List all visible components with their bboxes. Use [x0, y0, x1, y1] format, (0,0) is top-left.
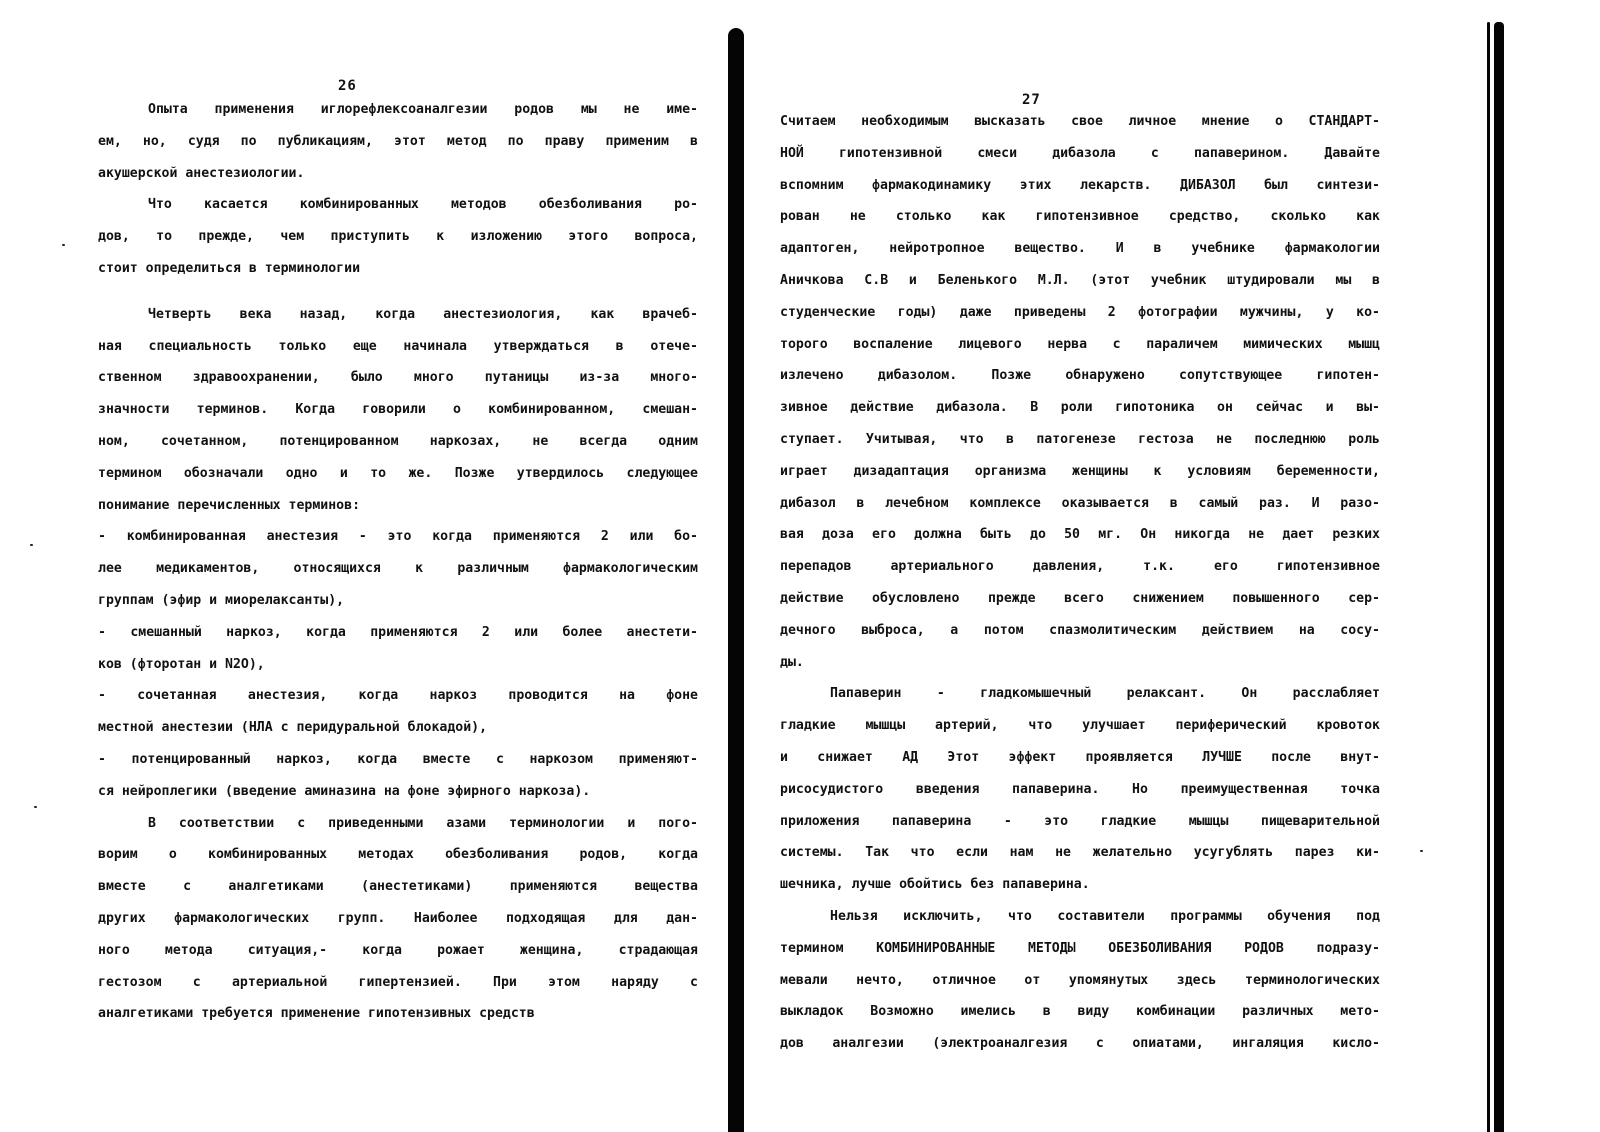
text-line: системы. Так что если нам не желательно усугублять парез ки- [780, 845, 1380, 861]
text-line: Что касается комбинированных методов обезболивания ро- [148, 197, 698, 213]
text-line: ся нейроплегики (введение аминазина на фоне эфирного наркоза). [98, 783, 591, 799]
text-line: Папаверин - гладкомышечный релаксант. Он расслабляет [830, 686, 1380, 702]
text-line: студенческие годы) даже приведены 2 фотографии мужчины, у ко- [780, 304, 1380, 320]
text-line: стоит определиться в терминологии [98, 260, 361, 276]
text-line: ем, но, судя по публикациям, этот метод по праву применим в [98, 133, 698, 149]
text-line: значности терминов. Когда говорили о комбинированном, смешан- [98, 402, 698, 418]
text-line: выкладок Возможно имелись в виду комбинации различных мето- [780, 1004, 1380, 1020]
text-line: Четверть века назад, когда анестезиология, как врачеб- [148, 306, 698, 322]
page-edge-shadow [1487, 22, 1490, 1132]
text-line: местной анестезии (НЛА с перидуральной блокадой), [98, 720, 488, 736]
text-line: термином обозначали одно и то же. Позже утвердилось следующее [98, 465, 698, 481]
text-line: гладкие мышцы артерий, что улучшает периферический кровоток [780, 718, 1380, 734]
right-page-text [780, 106, 1380, 1060]
text-line: дечного выброса, а потом спазмолитическим действием на сосу- [780, 622, 1380, 638]
scan-speck [30, 544, 33, 546]
scan-speck [34, 806, 37, 808]
text-line: ственном здравоохранении, было много путаницы из-за много- [98, 370, 698, 386]
scan-speck [1420, 850, 1423, 852]
text-line: мевали нечто, отличное от упомянутых здесь терминологических [780, 972, 1380, 988]
scan-speck [62, 244, 65, 246]
text-line: вая доза его должна быть до 50 мг. Он никогда не дает резких [780, 527, 1380, 543]
left-page-text [98, 94, 698, 1030]
text-line: торого воспаление лицевого нерва с параличем мимических мышц [780, 336, 1380, 352]
text-line: дов аналгезии (электроаналгезия с опиатами, ингаляция кисло- [780, 1036, 1380, 1052]
text-line: понимание перечисленных терминов: [98, 497, 361, 513]
text-line: акушерской анестезиологии. [98, 165, 305, 181]
text-line: шечника, лучше обойтись без папаверина. [780, 877, 1090, 893]
text-line: группам (эфир и миорелаксанты), [98, 592, 345, 608]
text-line: перепадов артериального давления, т.к. его гипотензивное [780, 559, 1380, 575]
text-line: ном, сочетанном, потенцированном наркозах, не всегда одним [98, 433, 698, 449]
right-page [780, 0, 1380, 1132]
text-line: Аничкова С.В и Беленького М.Л. (этот учебник штудировали мы в [780, 272, 1380, 288]
book-spine [728, 28, 744, 1132]
text-line: термином КОМБИНИРОВАННЫЕ МЕТОДЫ ОБЕЗБОЛИВАНИЯ РОДОВ подразу- [780, 940, 1380, 956]
text-line: приложения папаверина - это гладкие мышцы пищеварительной [780, 813, 1380, 829]
text-line: ворим о комбинированных методах обезболивания родов, когда [98, 847, 698, 863]
text-line: - комбинированная анестезия - это когда применяются 2 или бо- [98, 529, 698, 545]
text-line: Опыта применения иглорефлексоаналгезии родов мы не име- [148, 102, 698, 117]
text-line: излечено дибазолом. Позже обнаружено сопутствующее гипотен- [780, 368, 1380, 384]
text-line: дибазол в лечебном комплексе оказывается в самый раз. И разо- [780, 495, 1380, 511]
text-line: ного метода ситуация,- когда рожает женщина, страдающая [98, 942, 698, 958]
text-line: лее медикаментов, относящихся к различным фармакологическим [98, 561, 698, 577]
text-line: рисосудистого введения папаверина. Но преимущественная точка [780, 781, 1380, 797]
text-line: Считаем необходимым высказать свое личное мнение о СТАНДАРТ- [780, 114, 1380, 129]
text-line: вспомним фармакодинамику этих лекарств. ДИБАЗОЛ был синтези- [780, 177, 1380, 193]
text-line: - сочетанная анестезия, когда наркоз проводится на фоне [98, 688, 698, 704]
page-edge [1494, 22, 1504, 1132]
paragraph-gap [98, 285, 698, 299]
text-line: рован не столько как гипотензивное средство, сколько как [780, 209, 1380, 225]
text-line: ды. [780, 654, 804, 670]
text-line: ная специальность только еще начинала утверждаться в отече- [98, 338, 698, 354]
right-page-number: 27 [1022, 92, 1041, 108]
text-line: аналгетиками требуется применение гипотензивных средств [98, 1006, 535, 1022]
text-line: - потенцированный наркоз, когда вместе с наркозом применяют- [98, 751, 698, 767]
left-page [98, 0, 698, 1132]
left-page-number: 26 [338, 78, 357, 94]
text-line: адаптоген, нейротропное вещество. И в учебнике фармакологии [780, 241, 1380, 257]
text-line: ступает. Учитывая, что в патогенезе гестоза не последнюю роль [780, 431, 1380, 447]
text-line: НОЙ гипотензивной смеси дибазола с папаверином. Давайте [780, 145, 1380, 161]
text-line: - смешанный наркоз, когда применяются 2 или более анестети- [98, 624, 698, 640]
text-line: Нельзя исключить, что составители программы обучения под [830, 908, 1380, 924]
text-line: других фармакологических групп. Наиболее подходящая для дан- [98, 910, 698, 926]
text-line: гестозом с артериальной гипертензией. При этом наряду с [98, 974, 698, 990]
text-line: играет дизадаптация организма женщины к условиям беременности, [780, 463, 1380, 479]
text-line: ков (фторотан и N2O), [98, 656, 265, 672]
text-line: вместе с аналгетиками (анестетиками) применяются вещества [98, 879, 698, 895]
text-line: и снижает АД Этот эффект проявляется ЛУЧШЕ после внут- [780, 749, 1380, 765]
text-line: дов, то прежде, чем приступить к изложению этого вопроса, [98, 229, 698, 245]
text-line: зивное действие дибазола. В роли гипотоника он сейчас и вы- [780, 400, 1380, 416]
text-line: действие обусловлено прежде всего снижением повышенного сер- [780, 590, 1380, 606]
text-line: В соответствии с приведенными азами терминологии и пого- [148, 815, 698, 831]
